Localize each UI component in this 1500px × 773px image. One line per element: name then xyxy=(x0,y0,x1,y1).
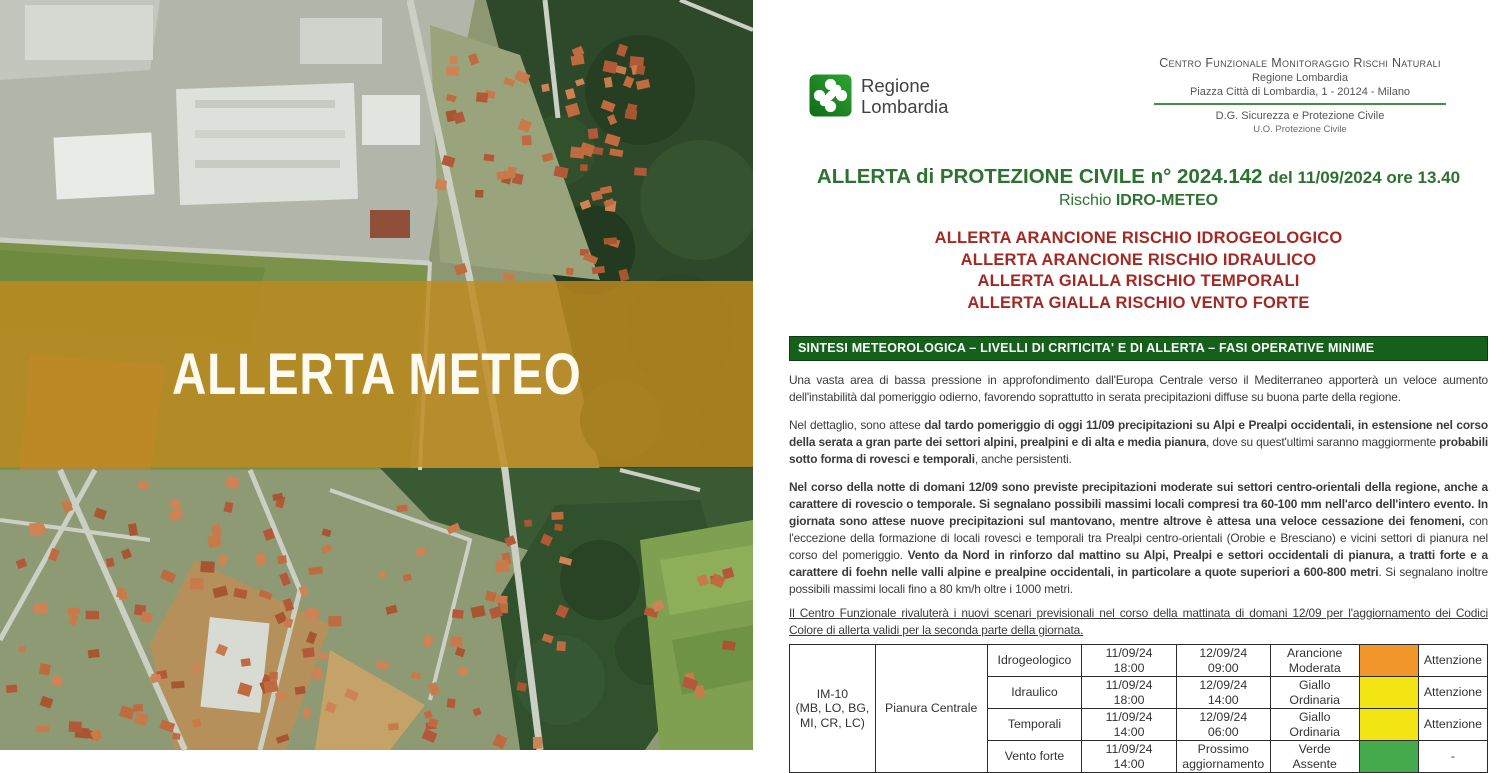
level-cell: Verde Assente xyxy=(1270,741,1359,773)
alert-document xyxy=(753,0,1500,771)
paragraph-text-bold: Nel corso della notte di domani 12/09 sono previste precipitazioni moderate sui settori centro-orientali della regione, anche a carattere di rovescio o temporale. Si segnalano possibili massimi locali compresi tra 60-100 mm nell'arco dell'intero evento. In giornata sono attese nuove precipitazioni sul mantovano, mentre altrove è attesa una veloce cessazione dei fenomeni, xyxy=(789,480,1488,528)
paragraph-text: . Si segnalano inoltre possibili massimi locali fino a 80 km/h oltre i 1000 metri. xyxy=(789,565,1488,596)
risk-cell: Vento forte xyxy=(987,741,1082,773)
paragraph-text: , anche persistenti. xyxy=(974,452,1072,466)
paragraph-text-bold: Vento da Nord in rinforzo dal mattino su Alpi, Prealpi e settori occidentali di pianura, a tratti forte e a carattere di foehn nelle valli alpine e prealpine occidentali, in particolare a quote superiori a 600-800 metri xyxy=(789,548,1488,579)
regione-lombardia-logo xyxy=(809,56,948,135)
risk-line xyxy=(789,192,1488,210)
paragraph-text-bold: probabili sotto forma di rovesci e temporali xyxy=(789,435,1488,466)
phase-cell: Attenzione xyxy=(1418,709,1487,741)
phase-cell: Attenzione xyxy=(1418,677,1487,709)
paragraph-text: Una vasta area di bassa pressione in approfondimento dall'Europa Centrale verso il Mediterraneo apporterà un veloce aumento dell'instabilità dal pomeriggio odierno, favorendo soprattutto in serata precipitazioni diffuse su buona parte della regione. xyxy=(789,373,1488,404)
risk-cell: Idrogeologico xyxy=(987,645,1082,677)
zone-code: IM-10 xyxy=(816,686,849,701)
alert-level-list xyxy=(789,228,1488,314)
org-address: Piazza Città di Lombardia, 1 - 20124 - Milano xyxy=(1189,86,1411,98)
alert-line: ALLERTA GIALLA RISCHIO VENTO FORTE xyxy=(967,293,1310,312)
start-cell: 11/09/24 14:00 xyxy=(1082,741,1176,773)
end-cell: 12/09/24 14:00 xyxy=(1176,677,1270,709)
logo-wordmark xyxy=(861,75,948,117)
paragraph-synthesis xyxy=(789,372,1488,406)
start-cell: 11/09/24 14:00 xyxy=(1082,709,1176,741)
level-cell: Giallo Ordinaria xyxy=(1270,677,1359,709)
alert-title xyxy=(789,165,1488,189)
start-cell: 11/09/24 18:00 xyxy=(1082,645,1176,677)
org-name: Centro Funzionale Monitoraggio Rischi Naturali xyxy=(1159,56,1441,70)
paragraph-detail-today xyxy=(789,417,1488,468)
alert-line: ALLERTA GIALLA RISCHIO TEMPORALI xyxy=(977,272,1300,290)
end-cell: 12/09/24 09:00 xyxy=(1176,645,1270,677)
risk-label: Rischio xyxy=(1058,192,1116,209)
color-swatch xyxy=(1359,677,1418,709)
rosa-camuna-icon xyxy=(809,74,852,117)
area-cell: Pianura Centrale xyxy=(875,645,987,773)
org-address-block xyxy=(1140,56,1460,135)
table-row xyxy=(790,645,1488,677)
alert-band-title: ALLERTA METEO xyxy=(171,341,582,407)
zone-cell xyxy=(790,645,876,773)
logo-line2: Lombardia xyxy=(861,95,949,117)
end-cell: 12/09/24 06:00 xyxy=(1176,709,1270,741)
phase-cell: Attenzione xyxy=(1418,645,1487,677)
start-cell: 11/09/24 18:00 xyxy=(1082,677,1176,709)
paragraph-text: Il Centro Funzionale rivaluterà i nuovi scenari previsionali nel corso della mattinata di domani 12/09 per l'aggiornamento dei Codici Colore di allerta validi per la seconda parte della giornata. xyxy=(789,606,1488,637)
org-region: Regione Lombardia xyxy=(1251,72,1348,84)
logo-line1: Regione xyxy=(861,74,930,96)
aerial-photo-panel xyxy=(0,0,753,750)
level-cell: Giallo Ordinaria xyxy=(1270,709,1359,741)
zone-provinces: MI, CR, LC) xyxy=(799,715,865,730)
alert-title-main: ALLERTA di PROTEZIONE CIVILE n° 2024.142 xyxy=(816,165,1269,188)
risk-value: IDRO-METEO xyxy=(1115,192,1219,209)
org-unit: U.O. Protezione Civile xyxy=(1253,124,1347,135)
paragraph-text-bold: dal tardo pomeriggio di oggi 11/09 precipitazioni su Alpi e Prealpi occidentali, in estensione nel corso della serata a gran parte dei settori alpini, prealpini e di alta e media pianura xyxy=(789,418,1488,449)
paragraph-detail-tomorrow xyxy=(789,479,1488,598)
org-divider xyxy=(1154,103,1446,105)
paragraph-text: , dove su quest'ultimi saranno maggiormente xyxy=(1206,435,1440,449)
alert-levels-table xyxy=(789,644,1488,773)
paragraph-text: con l'eccezione della formazione di locali rovesci e temporali tra Prealpi centro-orientali (Orobie e Bresciano) e vicini settori di pianura nel corso del pomeriggio. xyxy=(789,514,1488,562)
phase-cell: - xyxy=(1418,741,1487,773)
color-swatch xyxy=(1359,709,1418,741)
document-header xyxy=(789,56,1488,135)
level-cell: Arancione Moderata xyxy=(1270,645,1359,677)
paragraph-text: Nel dettaglio, sono attese xyxy=(789,418,925,432)
alert-line: ALLERTA ARANCIONE RISCHIO IDRAULICO xyxy=(960,250,1317,269)
risk-cell: Temporali xyxy=(987,709,1082,741)
end-cell: Prossimo aggiornamento xyxy=(1176,741,1270,773)
alert-title-date: del 11/09/2024 ore 13.40 xyxy=(1268,168,1461,187)
section-banner: SINTESI METEOROLOGICA – LIVELLI DI CRITICITA' E DI ALLERTA – FASI OPERATIVE MINIME xyxy=(789,336,1488,361)
color-swatch xyxy=(1359,741,1418,773)
alert-line: ALLERTA ARANCIONE RISCHIO IDROGEOLOGICO xyxy=(934,229,1343,247)
zone-provinces: (MB, LO, BG, xyxy=(795,701,870,716)
risk-cell: Idraulico xyxy=(987,677,1082,709)
paragraph-update-notice xyxy=(789,605,1488,639)
color-swatch xyxy=(1359,645,1418,677)
alert-band-overlay xyxy=(0,281,753,467)
org-directorate: D.G. Sicurezza e Protezione Civile xyxy=(1215,110,1385,122)
